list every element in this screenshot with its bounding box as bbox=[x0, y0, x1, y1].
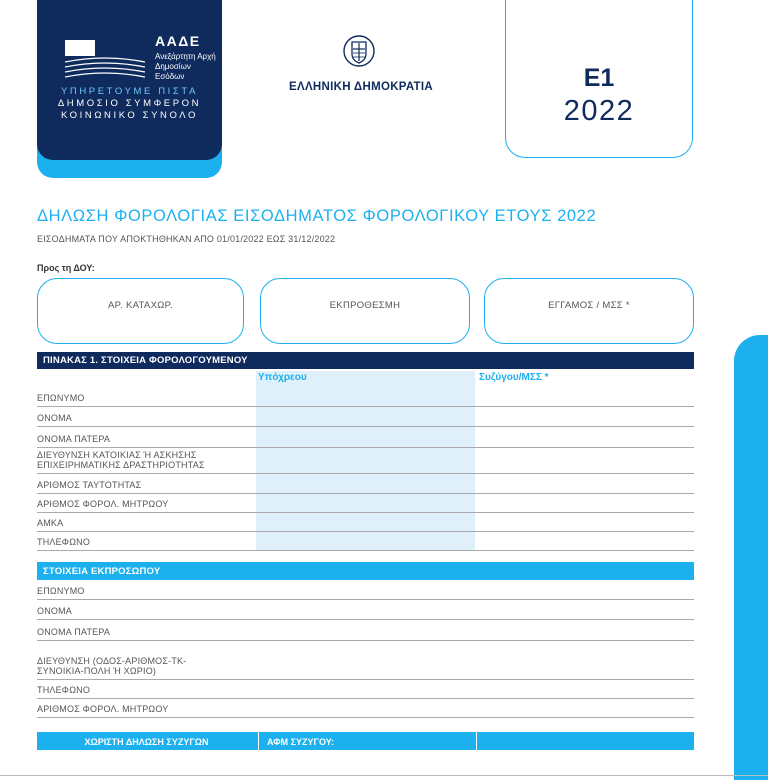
page-divider bbox=[0, 775, 768, 776]
obligor-column-header: Υπόχρεου bbox=[258, 372, 307, 383]
form-id-box bbox=[505, 0, 693, 158]
separate-filing-label: ΧΩΡΙΣΤΗ ΔΗΛΩΣΗ ΣΥΖΥΓΩΝ bbox=[84, 737, 209, 747]
married-field[interactable]: ΕΓΓΑΜΟΣ / ΜΣΣ * bbox=[484, 278, 694, 344]
issuer-slogan bbox=[37, 86, 222, 122]
row-label-line-2: ΕΠΙΧΕΙΡΗΜΑΤΙΚΗΣ ΔΡΑΣΤΗΡΙΟΤΗΤΑΣ bbox=[37, 460, 205, 470]
slogan-line-3: ΚΟΙΝΩΝΙΚΟ ΣΥΝΟΛΟ bbox=[60, 110, 199, 121]
row-label: ΟΝΟΜΑ bbox=[37, 413, 73, 423]
form-year: 2022 bbox=[563, 95, 635, 127]
row-label-line-1: ΔΙΕΥΘΥΝΣΗ ΚΑΤΟΙΚΙΑΣ Ή ΑΣΚΗΣΗΣ bbox=[37, 450, 197, 460]
spouse-column-header: Συζύγου/ΜΣΣ * bbox=[479, 372, 549, 383]
republic-label: ΕΛΛΗΝΙΚΗ ΔΗΜΟΚΡΑΤΙΑ bbox=[289, 81, 433, 93]
table2-row-address[interactable] bbox=[37, 641, 694, 680]
table2-row-name[interactable] bbox=[37, 600, 694, 620]
coat-of-arms-icon bbox=[343, 34, 375, 68]
doy-label: Προς τη ΔΟΥ: bbox=[37, 263, 95, 273]
table2-row-phone[interactable] bbox=[37, 680, 694, 699]
table1-heading: ΠΙΝΑΚΑΣ 1. ΣΤΟΙΧΕΙΑ ΦΟΡΟΛΟΓΟΥΜΕΝΟΥ bbox=[37, 352, 694, 369]
table2-row-father-name[interactable] bbox=[37, 620, 694, 641]
row-label: ΕΠΩΝΥΜΟ bbox=[37, 393, 85, 403]
row-label: ΑΡΙΘΜΟΣ ΦΟΡΟΛ. ΜΗΤΡΩΟΥ bbox=[37, 499, 169, 509]
table1-row-amka[interactable] bbox=[37, 513, 694, 532]
form-code: Ε1 bbox=[583, 64, 615, 92]
late-filing-field[interactable]: ΕΚΠΡΟΘΕΣΜΗ bbox=[260, 278, 470, 344]
aade-logo-block bbox=[37, 0, 222, 160]
slogan-line-2: ΔΗΜΟΣΙΟ ΣΥΜΦΕΡΟΝ bbox=[57, 98, 202, 109]
issuer-name: ΑΑΔΕ bbox=[155, 33, 201, 49]
registration-number-field[interactable]: ΑΡ. ΚΑΤΑΧΩΡ. bbox=[37, 278, 244, 344]
page-subtitle: ΕΙΣΟΔΗΜΑΤΑ ΠΟΥ ΑΠΟΚΤΗΘΗΚΑΝ ΑΠΟ 01/01/2022 ΕΩΣ 31/12/2022 bbox=[37, 234, 336, 244]
table1-row-father-name[interactable] bbox=[37, 427, 694, 448]
issuer-subtitle bbox=[155, 52, 222, 82]
row-label: ΟΝΟΜΑ ΠΑΤΕΡΑ bbox=[37, 627, 111, 637]
row-label-line-1: ΔΙΕΥΘΥΝΣΗ (ΟΔΟΣ-ΑΡΙΘΜΟΣ-ΤΚ- bbox=[37, 656, 187, 666]
table2-heading: ΣΤΟΙΧΕΙΑ ΕΚΠΡΟΣΩΠΟΥ bbox=[37, 562, 694, 580]
table2-row-surname[interactable] bbox=[37, 580, 694, 600]
aade-logo-icon bbox=[65, 40, 145, 90]
table1-row-address[interactable] bbox=[37, 448, 694, 474]
row-label: ΑΡΙΘΜΟΣ ΤΑΥΤΟΤΗΤΑΣ bbox=[37, 480, 142, 490]
row-label: ΟΝΟΜΑ ΠΑΤΕΡΑ bbox=[37, 434, 111, 444]
side-tab bbox=[734, 335, 768, 780]
table1-row-phone[interactable] bbox=[37, 532, 694, 551]
row-label: ΕΠΩΝΥΜΟ bbox=[37, 586, 85, 596]
row-label bbox=[37, 450, 205, 470]
row-label: ΤΗΛΕΦΩΝΟ bbox=[37, 685, 91, 695]
table1-row-tax-id[interactable] bbox=[37, 494, 694, 513]
row-label-line-2: ΣΥΝΟΙΚΙΑ-ΠΟΛΗ Ή ΧΩΡΙΟ) bbox=[37, 666, 157, 676]
issuer-subtitle-line-1: Ανεξάρτητη Αρχή bbox=[155, 52, 216, 61]
table2-row-tax-id[interactable] bbox=[37, 699, 694, 718]
page-title: ΔΗΛΩΣΗ ΦΟΡΟΛΟΓΙΑΣ ΕΙΣΟΔΗΜΑΤΟΣ ΦΟΡΟΛΟΓΙΚΟΥ ΕΤΟΥΣ 2022 bbox=[37, 207, 597, 225]
row-label: ΟΝΟΜΑ bbox=[37, 606, 73, 616]
spouse-afm-field[interactable] bbox=[476, 732, 694, 750]
table1-row-name[interactable] bbox=[37, 407, 694, 427]
separate-filing-bar bbox=[37, 732, 694, 750]
row-label: ΑΜΚΑ bbox=[37, 518, 64, 528]
spouse-afm-label: ΑΦΜ ΣΥΖΥΓΟΥ: bbox=[258, 732, 475, 750]
row-label: ΑΡΙΘΜΟΣ ΦΟΡΟΛ. ΜΗΤΡΩΟΥ bbox=[37, 704, 169, 714]
slogan-line-1: ΥΠΗΡΕΤΟΥΜΕ ΠΙΣΤΑ bbox=[60, 86, 199, 97]
row-label bbox=[37, 656, 186, 676]
issuer-subtitle-line-2: Δημοσίων Εσόδων bbox=[155, 62, 191, 81]
row-label: ΤΗΛΕΦΩΝΟ bbox=[37, 537, 91, 547]
table1-row-surname[interactable] bbox=[37, 387, 694, 407]
table1-row-id-number[interactable] bbox=[37, 474, 694, 494]
